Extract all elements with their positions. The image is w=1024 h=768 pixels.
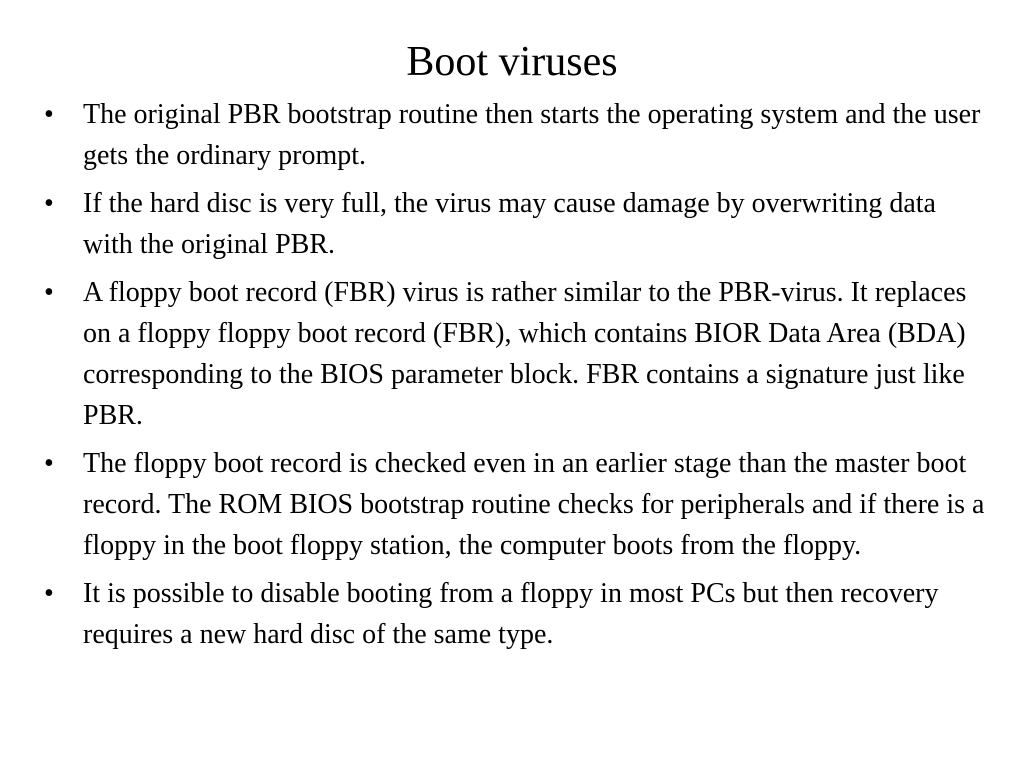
bullet-icon: •: [44, 277, 54, 308]
bullet-text: The original PBR bootstrap routine then starts the operating system and the user gets the ordinary prompt.: [83, 99, 981, 171]
slide-title: Boot viruses: [406, 39, 618, 85]
bullet-text: If the hard disc is very full, the virus may cause damage by overwriting data with the original PBR.: [83, 188, 936, 260]
bullet-text: It is possible to disable booting from a floppy in most PCs but then recovery requires a new hard disc of the same type.: [83, 578, 939, 650]
bullet-item: [40, 272, 985, 436]
bullet-item: [40, 94, 985, 176]
bullet-list: [40, 94, 985, 662]
bullet-item: [40, 573, 985, 655]
bullet-item: [40, 443, 985, 566]
bullet-text: The floppy boot record is checked even in an earlier stage than the master boot record. The ROM BIOS bootstrap routine checks for peripherals and if there is a floppy in the boot floppy station, the computer boots from the floppy.: [83, 448, 985, 561]
bullet-icon: •: [44, 578, 54, 609]
bullet-icon: •: [44, 448, 54, 479]
bullet-icon: •: [44, 188, 54, 219]
bullet-icon: •: [44, 99, 54, 130]
bullet-text: A floppy boot record (FBR) virus is rather similar to the PBR-virus. It replaces on a floppy floppy boot record (FBR), which contains BIOR Data Area (BDA) corresponding to the BIOS parameter block. FBR contains a signature just like PBR.: [83, 277, 967, 431]
bullet-item: [40, 183, 985, 265]
